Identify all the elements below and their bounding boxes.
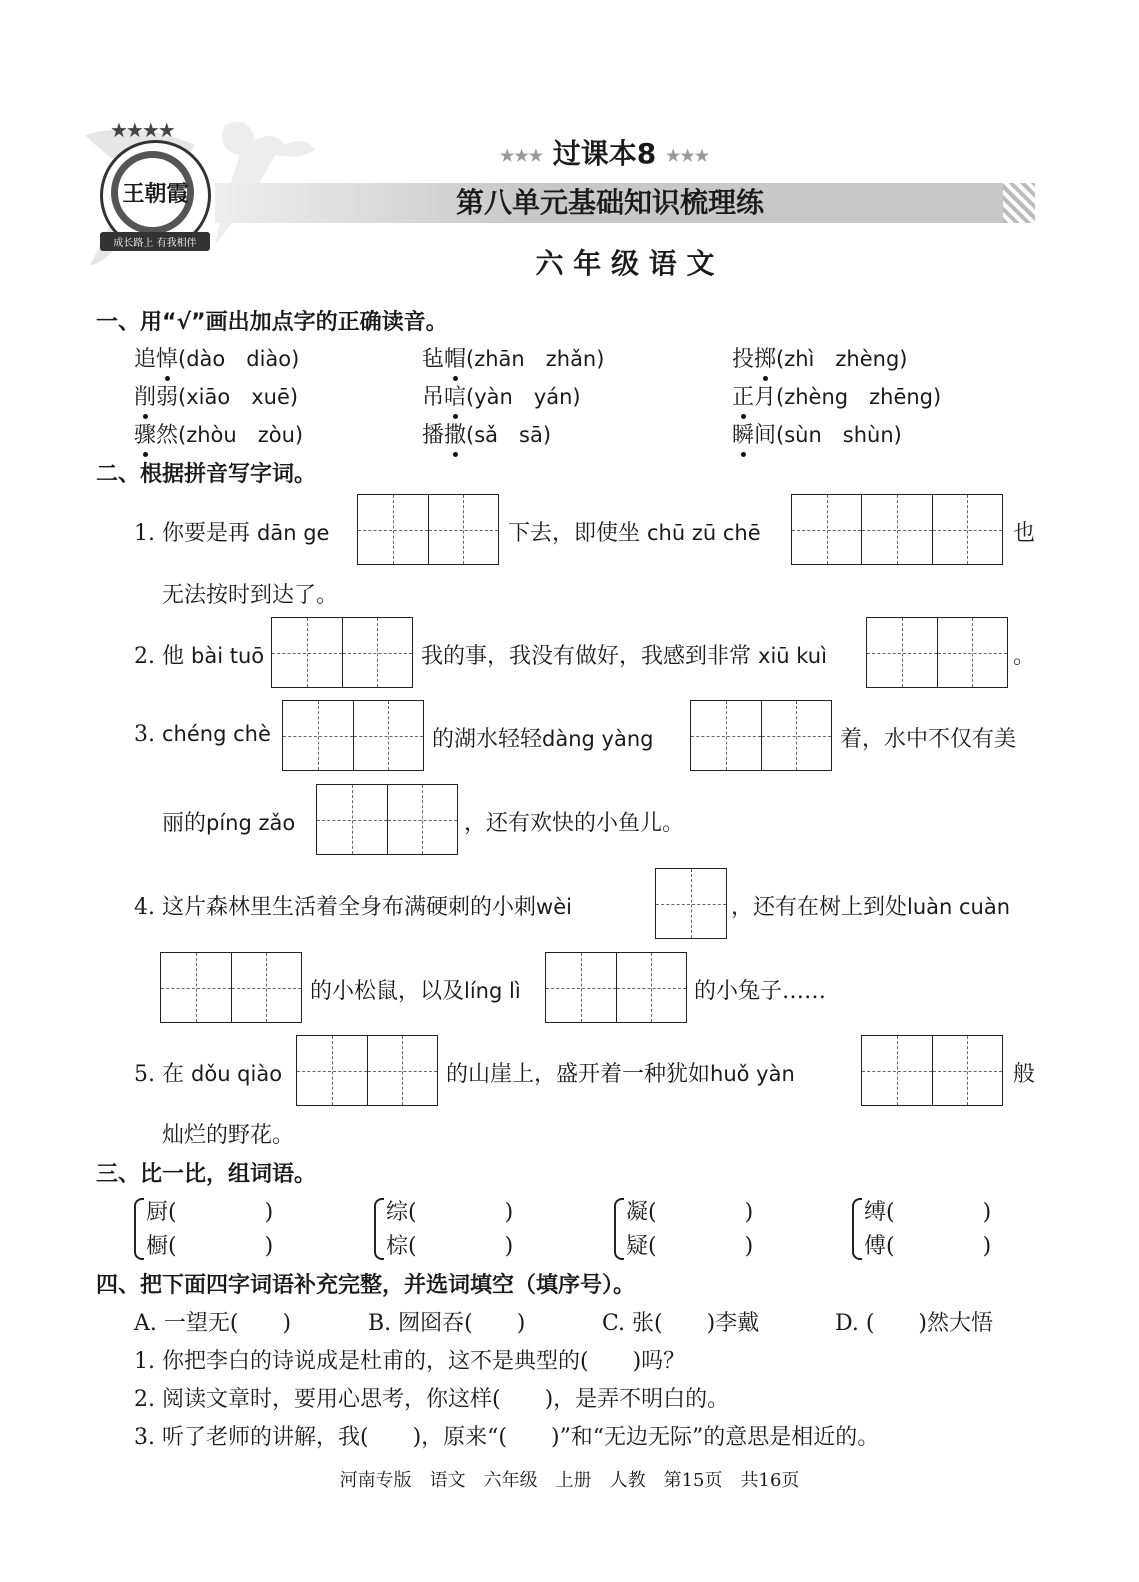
q5-line2: 灿烂的野花。 <box>162 1123 295 1148</box>
compare-top: 凝( ) <box>626 1200 754 1225</box>
brace <box>852 1198 862 1260</box>
compare-top: 综( ) <box>386 1200 514 1225</box>
q5-end: 般 <box>1013 1062 1036 1087</box>
q2-end: 。 <box>1013 644 1036 669</box>
answer-box[interactable] <box>271 617 413 688</box>
q5-mid: 的山崖上，盛开着一种犹如huǒ yàn <box>446 1062 795 1087</box>
s2-heading: 二、根据拼音写字词。 <box>96 462 317 487</box>
q2-line1: 2. 他 bài tuō <box>134 644 265 669</box>
option-d: D. ( )然大悟 <box>835 1311 994 1336</box>
s1-item: 追悼(dào diào) <box>134 342 299 373</box>
s4-heading: 四、把下面四字词语补充完整，并选词填空（填序号）。 <box>96 1273 636 1298</box>
brace <box>614 1198 624 1260</box>
compare-bottom: 棕( ) <box>386 1234 514 1259</box>
logo-tagline: 成长路上 有我相伴 <box>100 232 210 251</box>
s1-item: 投掷(zhì zhèng) <box>732 342 907 373</box>
q3-line2-end: ，还有欢快的小鱼儿。 <box>464 811 685 836</box>
s4-q3: 3. 听了老师的讲解，我( )，原来“( )”和“无边无际”的意思是相近的。 <box>134 1425 880 1450</box>
option-c: C. 张( )李戴 <box>602 1311 760 1336</box>
answer-box[interactable] <box>866 617 1008 688</box>
answer-box[interactable] <box>861 1035 1003 1106</box>
answer-box[interactable] <box>655 868 727 939</box>
option-b: B. 囫囵吞( ) <box>368 1311 526 1336</box>
q1-end: 也 <box>1013 521 1036 546</box>
logo-name: 王朝霞 <box>122 181 189 207</box>
brace <box>134 1198 144 1260</box>
answer-box[interactable] <box>160 952 302 1023</box>
answer-box[interactable] <box>316 784 458 855</box>
compare-top: 缚( ) <box>864 1200 992 1225</box>
q4-mid: ，还有在树上到处luàn cuàn <box>731 895 1011 920</box>
compare-top: 厨( ) <box>146 1200 274 1225</box>
q1-line2: 无法按时到达了。 <box>162 583 339 608</box>
s1-item: 正月(zhèng zhēng) <box>732 380 941 411</box>
answer-box[interactable] <box>545 952 687 1023</box>
badge-text: 过课本8 <box>552 137 657 170</box>
page-subtitle: 六 年 级 语 文 <box>535 247 715 280</box>
s3-heading: 三、比一比，组词语。 <box>96 1162 317 1187</box>
compare-bottom: 疑( ) <box>626 1234 754 1259</box>
badge <box>500 132 709 172</box>
answer-box[interactable] <box>690 700 832 771</box>
q4-line2-end: 的小兔子…… <box>694 979 827 1004</box>
stars-left: ★★★ <box>500 146 544 165</box>
s1-item: 毡帽(zhān zhǎn) <box>422 342 604 373</box>
q1-mid: 下去，即使坐 chū zū chē <box>508 521 761 546</box>
logo-stars: ★★★★ <box>110 118 174 142</box>
s4-q2: 2. 阅读文章时，要用心思考，你这样( )，是弄不明白的。 <box>134 1387 730 1412</box>
stars-right: ★★★ <box>666 146 710 165</box>
s1-item: 骤然(zhòu zòu) <box>134 418 303 449</box>
q5-line1: 5. 在 dǒu qiào <box>134 1062 283 1087</box>
q1-line1: 1. 你要是再 dān ge <box>134 521 330 546</box>
page-footer: 河南专版 语文 六年级 上册 人教 第15页 共16页 <box>339 1470 800 1491</box>
q3-line1: 3. chéng chè <box>134 722 271 747</box>
q4-line1: 4. 这片森林里生活着全身布满硬刺的小刺wèi <box>134 895 572 920</box>
q3-end: 着，水中不仅有美 <box>840 727 1017 752</box>
s1-item: 削弱(xiāo xuē) <box>134 380 298 411</box>
option-a: A. 一望无( ) <box>134 1311 292 1336</box>
brace <box>374 1198 384 1260</box>
q4-line2: 的小松鼠，以及líng lì <box>310 979 521 1004</box>
answer-box[interactable] <box>357 494 499 565</box>
compare-bottom: 傅( ) <box>864 1234 992 1259</box>
page-title: 第八单元基础知识梳理练 <box>455 186 764 219</box>
answer-box[interactable] <box>791 494 1003 565</box>
compare-bottom: 橱( ) <box>146 1234 274 1259</box>
s1-heading: 一、用“√”画出加点字的正确读音。 <box>96 310 448 335</box>
s4-q1: 1. 你把李白的诗说成是杜甫的，这不是典型的( )吗？ <box>134 1349 686 1374</box>
s1-item: 吊唁(yàn yán) <box>422 380 581 411</box>
s1-item: 播撒(sǎ sā) <box>422 418 551 449</box>
q2-mid: 我的事，我没有做好，我感到非常 xiū kuì <box>421 644 827 669</box>
answer-box[interactable] <box>296 1035 438 1106</box>
title-band-pattern <box>1003 183 1035 223</box>
q3-line2: 丽的píng zǎo <box>162 811 296 836</box>
answer-box[interactable] <box>282 700 424 771</box>
s1-item: 瞬间(sùn shùn) <box>732 418 902 449</box>
q3-mid: 的湖水轻轻dàng yàng <box>432 727 654 752</box>
